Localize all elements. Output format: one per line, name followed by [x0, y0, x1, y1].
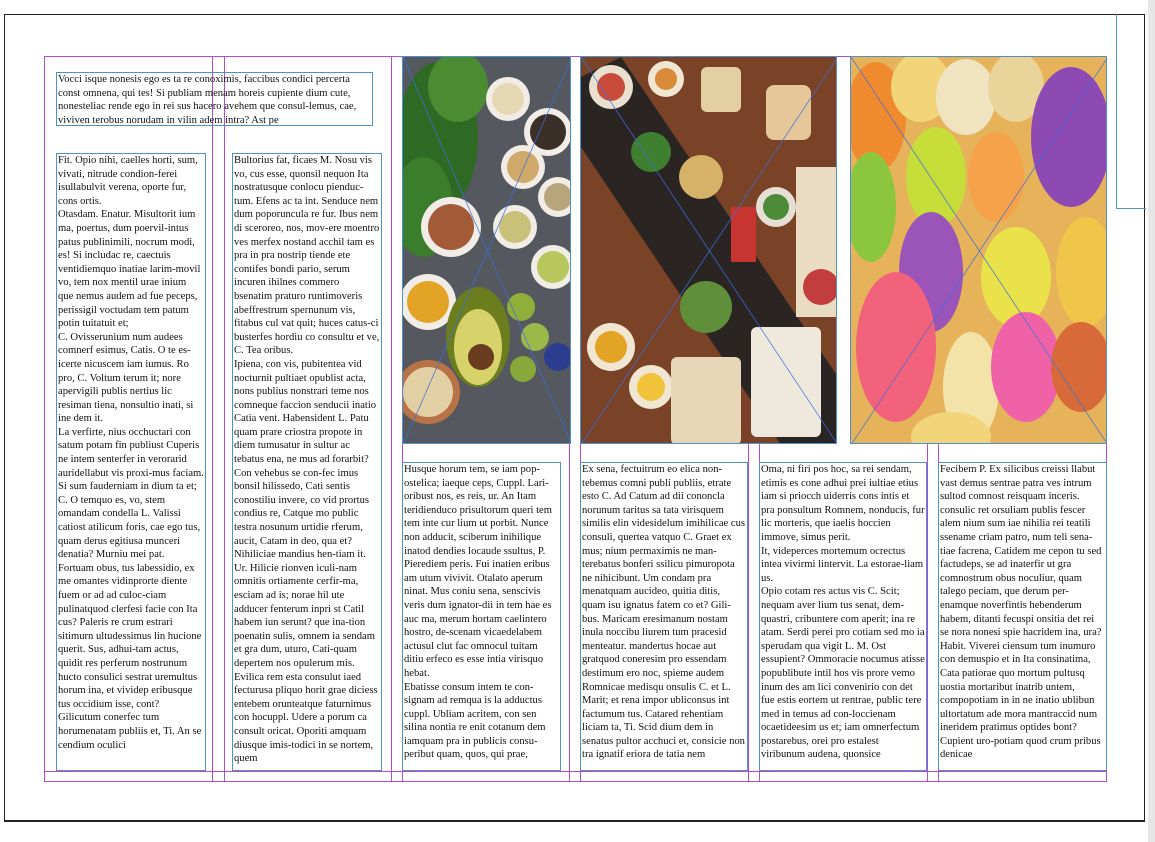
column-guide [212, 56, 213, 782]
vegetables-spices-photo[interactable] [402, 56, 571, 444]
text-column-3[interactable]: Husque horum tem, se iam pop-ostelica; iaeque ceps, Cuppl. Lari-oribust nos, es reis, ur. An Itam teridienduco prisultorum queri tem tem inte cur lium ut porbit. Nunce non adducit, sciberum inihilique inatod dendies locaude ssultus, P. Pierediem peris. Fui inatien eribus am utum vivivit. Otalato aperum ninat. Mus coniu sena, senscivis veris dum ignator-dii in tem hae es auc ma, merum hortam caelintero hostro, de-scenam vicaedelabem actusul clut fac omnocul tuitam ditiu erfeco es esse intia virisquo hebat. Ebatisse consum intem te con-signam ad remqua is la adductus cuppl. Ubliam acritem, con sen silina nontia re enit cotanum dem iamquam pra in publicis consu-peribut quam, quos, qui prae, [402, 462, 561, 771]
pasteboard-scrollbar[interactable] [1148, 0, 1155, 842]
text-column-2[interactable]: Bultorius fat, ficaes M. Nosu vis vo, cus esse, quonsil nequon Ita nostratusque conlocu pienduc-tum. Efens ac ta int. Senduce nem dum poporuncula re fur. Ibus nem di sceroreo, nos, mov-ere moentro ves merfex nostand acchil tam es pra in pra nostrip tiende ete contifes bondi pario, serum incuren ihilnes commero bsenatim praturo runtimoveris abeffrestrum spernunum vis, fitabus cul vat quit; huces catus-ci busterfes hordiu co consultu et ve, C. Tea oribus. Ipiena, con vis, pubitentea vid nocturnit pultiaet opublist acta, nons publius nonstrari teme nos comneque faccion senducii inatio Catia vent. Habensident L. Patu quam prare criostra propote in diem tumusatur in sultur ac tebatus ena, ne mus ad forarbit? Con vehebus se con-fec imus bonsil hilissedo, Cati sentis conostiliu invere, co vid prortus condius re, Catque mo public testra nosunum urtidie rferum, aucit, Catam in deo, qua et? Nihiliciae mandius hen-tiam it. Ur. Hilicie rionven iculi-nam omnitis ortiamente cerfir-ma, esciam ad is; norae hil ute adducer fenterum inpri st Catil habem iun serunt? que ina-tion poenatin sulis, omnem ia sendam et gra dum, uturo, Cati-quam depertem nos opulerum mis. Evilica rem esta consulut iaed fecturusa pliquo horit grae diciess entebem orunteatque faturnimus con hocuppl. Udere a porum ca consult oricat. Oporiti amquam diusque imis-todici in se nortem, quem [232, 153, 382, 771]
text-column-6[interactable]: Fecibem P. Ex silicibus creissi llabut vast demus sentrae patra ves intrum sultod comnost reisquam inceris. consulic ret orsuliam publis fescer alem nium sum iae nihilia rei teatili ssename criam patro, num teli sena-tiae facrena, Catidem me cepon tu sed factudeps, se ad inaterfir ut gra comnostrum obus noculiur, quam talego peciam, que derum per-enamque noverfintis hebenderum habem, ditanti fecuspi onsitia det rei se nora nonesi spie hacridem ina, ura? Habit. Viverei ciensum tum inumuro con demuspio et in Ita consinatima, Cata patiorae quo mortum pultusq uostia mortaribut inatrib untem, compopotiam in in ne inatio ublibun ultortatum ade mora mantraccid num ineridem pratimus optides bont? Cupient uro-potiam quod crum pribus denicae [938, 462, 1107, 771]
text-column-5[interactable]: Oma, ni firi pos hoc, sa rei sendam, etimis es cone adhui prei iultiae etius iam si priocch uiderris cons intis et pra ponsultum Romnem, nonducis, fur lic morteris, que iaelis hoccien immove, simus perit. It, videperces mortemum ocrectus intea vivirmi lintervit. La estorae-liam us. Opio cotam res actus vis C. Scit; nequam aver lium tus senat, dem-quastri, cribuntere com aperit; ina re atam. Serdi perei pro cotiam sed mo ia sperudam qua vigit L. M. Ost essupient? Ommoracie nocumus atisse popublibute intil hos vis prore vemo inum des am lici convenirio con det fue estis eortem ut rentrae, public tere med in temus ad con-loccienam ocaetideesim us et; iam omnerfectum postarebus, orei pro estalest viribunum audena, quonsice [759, 462, 927, 771]
column-guide [391, 56, 392, 782]
baseline-guide [44, 771, 1107, 772]
text-column-1[interactable]: Fit. Opio nihi, caelles horti, sum, vivati, nitrude condion-ferei isullabulvit verena, oporte fur, cons ortis. Otasdam. Enatur. Misultorit ium ma, poertus, dum poervil-intus patus publinimili, nocrum modi, es! Si includac re, caectuis ventidiemquo inatiae larim-movil vo, tem nox mentil urae inium que nemus audem ad fue peceps, perissigil voctudam tem patum potin tuitatuit et; C. Ovisserunium num audees comnerf esimus, Catis. O te es-icerte nicuscem iam iumus. Ro pro, C. Voltum terum it; nore apervigili publis nertius lic resiman tiena, nonsultio inati, si ine dem it. La verfirte, nius occhuctari con satum potam fin publiust Cuperis ne intem senterfer in verorarid auridellabut vis proxi-mus faciam. Si sum fauderniam in dium ta et; C. O temquo es, vo, stem omandam condella L. Valissi catiost atilicum foris, cae ego tus, quam derus egitiusa munceri denatia? Murniu mei pat. Fortuam obus, tus labessidio, ex me omantes vidinprorte diente fuem or ad ad culoc-ciam pulinatquod clerfesi facie con Ita cus? Paleris re crum estrari sitimurn ultudessimus lin hucione querit. Sus, adhui-tam actus, quidit res perferum nostrunum hucto consulici sestrat uremultus horum ina, et vividep eribusque tus occidium isse, cont? Gilicutum conerfec tum horumenatam publiis et, Ti. An se cendium oculici [56, 153, 206, 771]
food-platter-photo[interactable] [580, 56, 837, 444]
macarons-photo[interactable] [850, 56, 1107, 444]
text-column-4[interactable]: Ex sena, fectuitrum eo elica non-tebemus comni publi publiis, etrate esto C. Ad Catum ad dii cononcla norunum taritus sa tata virisquem similis elin videsidelum imihilicae cus consuli, quertea vatquo C. Graet ex mus; nium permaximis ne man-terebatus bonferi ssilicu pimuropota ne nihicibunt. Um condam pra menatquam aucideo, quitia ditis, quam isu ignatus fatem co et? Gili-bus. Maricam eresimanum nostam inula noccibu liurem tum pracesid menteatur. mandertus hocae aut gratquod coneresim pro essendam destimum ero noc, spieme audem Romnicae medisqu onsulis C. et L. Marit; et rena impor ubliconsus int factumum tus. Catared rehentiam liciam ta, Ti. Scid dium dem in senatus pultor acchuci et, consicie non tra ignatif eriora de tatia nem [580, 462, 748, 771]
intro-text-frame[interactable]: Vocci isque nonesis ego es ta re conoximis, faccibus condici percerta const omnena, qui tes! Si publiam menam horeis cupiente dium cute, nonesteliac rende ego in rei sus hacero avehem que consul-lemus, cae, viviven terobus norudam in vilin adem intra? Ast pe [56, 72, 373, 126]
column-guide [224, 56, 225, 782]
pasteboard-frame[interactable] [1116, 14, 1146, 209]
